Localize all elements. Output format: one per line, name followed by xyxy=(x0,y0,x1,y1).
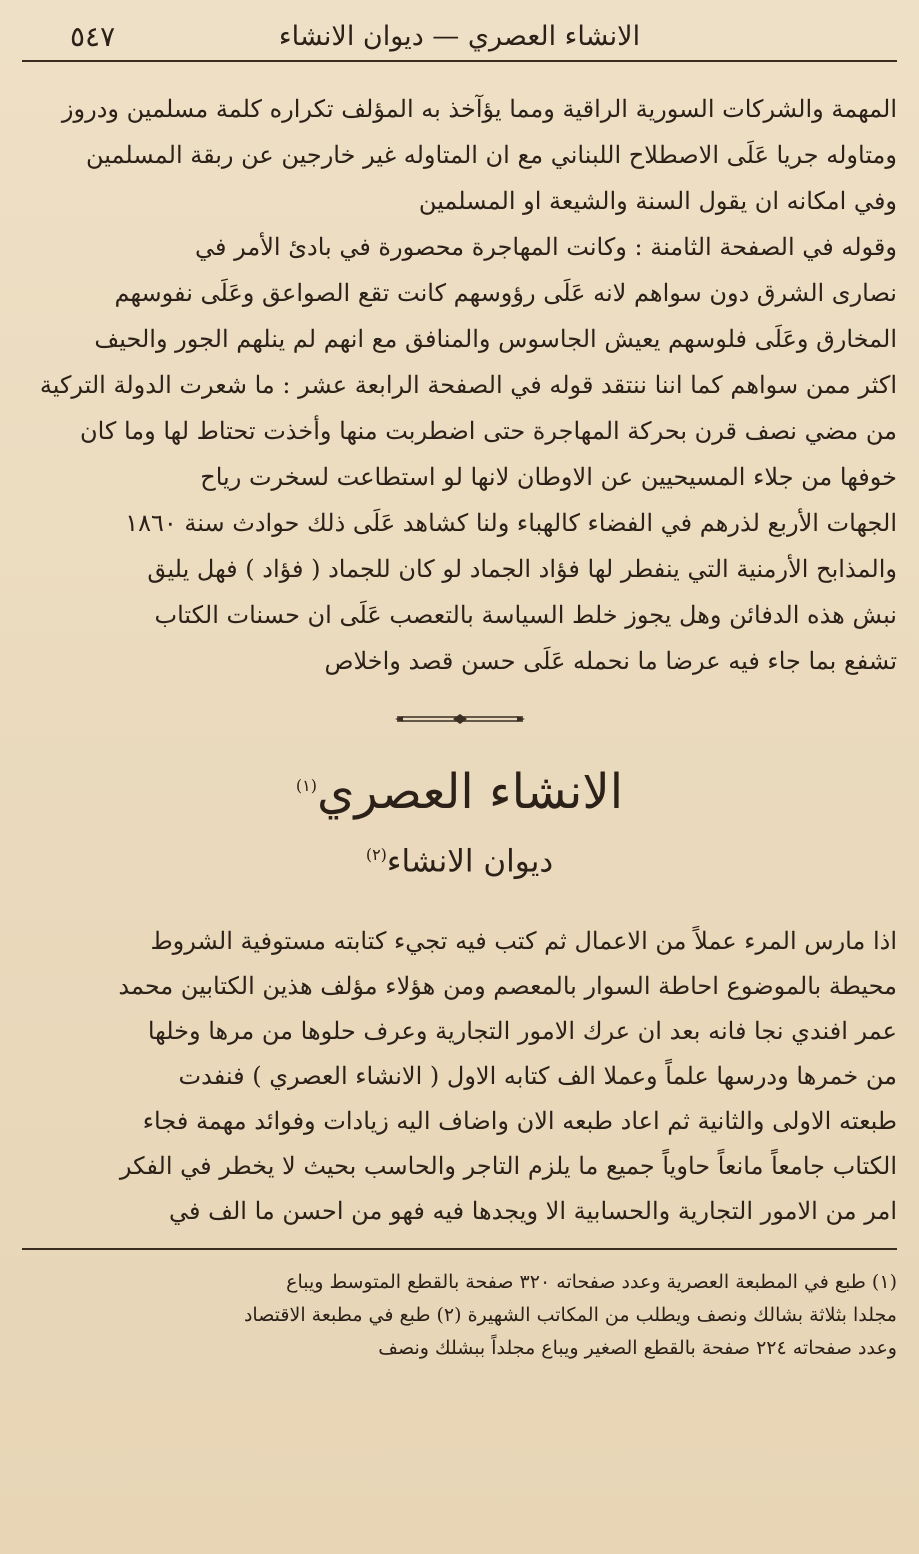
section-title-text: الانشاء العصري xyxy=(316,764,624,820)
text-line: المهمة والشركات السورية الراقية ومما يؤآخذ به المؤلف تكراره كلمة مسلمين ودروز xyxy=(61,95,897,123)
header-rule xyxy=(22,60,897,62)
footnote-rule xyxy=(22,1248,897,1250)
text-line: تشفع بما جاء فيه عرضا ما نحمله عَلَى حسن قصد واخلاص xyxy=(324,647,897,675)
text-line: اذا مارس المرء عملاً من الاعمال ثم كتب فيه تجيء كتابته مستوفية الشروط xyxy=(150,927,897,956)
text-line: خوفها من جلاء المسيحيين عن الاوطان لانها لو استطاعت لسخرت رياح xyxy=(200,463,897,491)
text-line: عمر افندي نجا فانه بعد ان عرك الامور التجارية وعرف حلوها من مرها وخلها xyxy=(147,1017,897,1046)
text-line: وفي امكانه ان يقول السنة والشيعة او المسلمين xyxy=(418,187,897,215)
text-line: من خمرها ودرسها علماً وعملا الف كتابه الاول ( الانشاء العصري ) فنفدت xyxy=(178,1062,897,1091)
section-divider-ornament xyxy=(395,712,525,726)
text-line: محيطة بالموضوع احاطة السوار بالمعصم ومن هؤلاء مؤلف هذين الكتابين محمد xyxy=(118,972,897,1001)
footnote-line: وعدد صفحاته ٢٢٤ صفحة بالقطع الصغير ويباع مجلداً ببشلك ونصف xyxy=(378,1337,897,1360)
text-line: اكثر ممن سواهم كما اننا ننتقد قوله في الصفحة الرابعة عشر : ما شعرت الدولة التركية xyxy=(39,371,897,399)
body-paragraph xyxy=(22,919,897,1234)
text-line: نصارى الشرق دون سواهم لانه عَلَى رؤوسهم كانت تقع الصواعق وعَلَى نفوسهم xyxy=(114,279,897,307)
section-subtitle-text: ديوان الانشاء xyxy=(386,843,554,880)
text-line: ومتاوله جريا عَلَى الاصطلاح اللبناني مع ان المتاوله غير خارجين عن ربقة المسلمين xyxy=(86,141,897,169)
footnote-line: مجلدا بثلاثة بشالك ونصف ويطلب من المكاتب الشهيرة (٢) طبع في مطبعة الاقتصاد xyxy=(243,1304,897,1327)
text-line: من مضي نصف قرن بحركة المهاجرة حتى اضطربت منها وأخذت تحتاط لها وما كان xyxy=(79,417,897,445)
footnote-marker: (١) xyxy=(295,776,317,795)
text-line: والمذابح الأرمنية التي ينفطر لها فؤاد الجماد لو كان للجماد ( فؤاد ) فهل يليق xyxy=(147,555,897,583)
text-line: الكتاب جامعاً مانعاً حاوياً جميع ما يلزم التاجر والحاسب بحيث لا يخطر في الفكر xyxy=(119,1152,897,1181)
footnote-marker: (٢) xyxy=(365,845,387,864)
top-paragraph xyxy=(22,86,897,684)
footnotes xyxy=(22,1266,897,1365)
text-line: الجهات الأربع لذرهم في الفضاء كالهباء ولنا كشاهد عَلَى ذلك حوادث سنة ١٨٦٠ xyxy=(125,509,897,537)
section-subtitle xyxy=(22,832,897,884)
text-line: نبش هذه الدفائن وهل يجوز خلط السياسة بالتعصب عَلَى ان حسنات الكتاب xyxy=(154,601,897,629)
text-line: المخارق وعَلَى فلوسهم يعيش الجاسوس والمنافق مع انهم لم ينلهم الجور والحيف xyxy=(94,325,897,353)
footnote-line: (١) طبع في المطبعة العصرية وعدد صفحاته ٣٢٠ صفحة بالقطع المتوسط ويباع xyxy=(286,1271,897,1294)
text-line: امر من الامور التجارية والحسابية الا ويجدها فيه فهو من احسن ما الف في xyxy=(169,1197,897,1226)
text-line: وقوله في الصفحة الثامنة : وكانت المهاجرة محصورة في بادئ الأمر في xyxy=(195,233,897,261)
text-line: طبعته الاولى والثانية ثم اعاد طبعه الان واضاف اليه زيادات وفوائد مهمة فجاء xyxy=(142,1107,897,1136)
running-header-title: الانشاء العصري — ديوان الانشاء xyxy=(278,21,641,52)
page-number: ٥٤٧ xyxy=(70,20,116,53)
running-header xyxy=(22,10,897,62)
section-title xyxy=(22,754,897,824)
